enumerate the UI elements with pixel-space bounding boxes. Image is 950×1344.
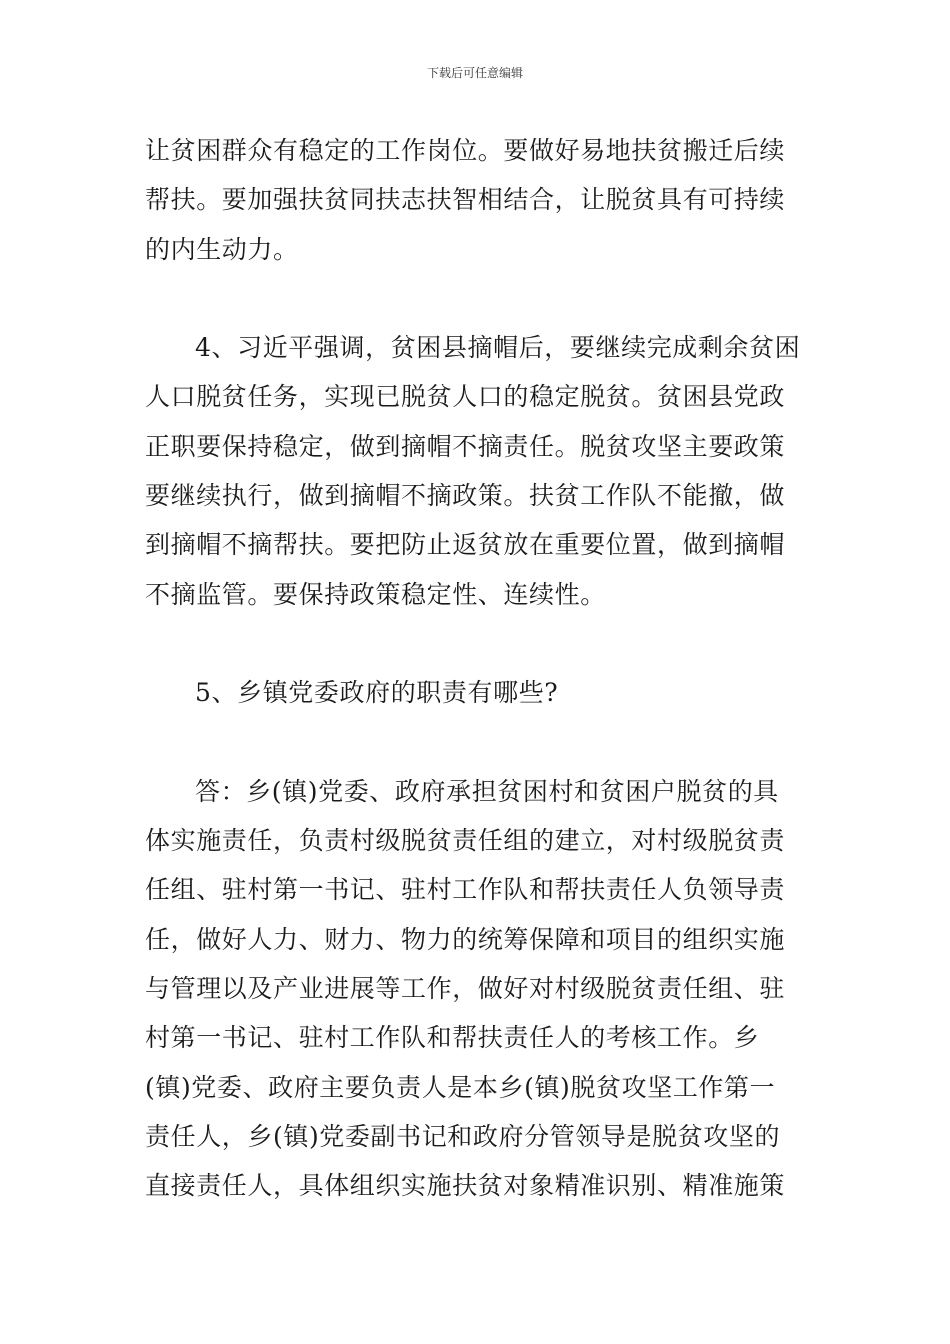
text-line: 与管理以及产业进展等工作，做好对村级脱贫责任组、驻 (145, 974, 786, 1004)
text-line: 责任人，乡(镇)党委副书记和政府分管领导是脱贫攻坚的 (145, 1121, 781, 1151)
text-line: 村第一书记、驻村工作队和帮扶责任人的考核工作。乡 (145, 1023, 760, 1053)
text-line: 让贫困群众有稳定的工作岗位。要做好易地扶贫搬迁后续 (145, 136, 786, 165)
text-line: (镇)党委、政府主要负责人是本乡(镇)脱贫攻坚工作第一 (145, 1072, 776, 1102)
text-line: 答：乡(镇)党委、政府承担贫困村和贫困户脱贫的具 (195, 776, 779, 806)
paragraph-item-4 (145, 323, 810, 619)
text-line: 要继续执行，做到摘帽不摘政策。扶贫工作队不能撤，做 (145, 481, 786, 511)
text-line: 5、乡镇党委政府的职责有哪些? (195, 678, 559, 708)
text-line: 直接责任人，具体组织实施扶贫对象精准识别、精准施策 (145, 1171, 786, 1201)
text-line: 任，做好人力、财力、物力的统筹保障和项目的组织实施 (145, 924, 786, 954)
text-line: 到摘帽不摘帮扶。要把防止返贫放在重要位置，做到摘帽 (145, 530, 786, 560)
paragraph-continuation (145, 126, 810, 274)
document-body (145, 126, 810, 1211)
answer-paragraph (145, 767, 810, 1211)
text-line: 4、习近平强调，贫困县摘帽后，要继续完成剩余贫困 (195, 333, 801, 363)
text-line: 正职要保持稳定，做到摘帽不摘责任。脱贫攻坚主要政策 (145, 431, 786, 461)
text-line: 体实施责任，负责村级脱贫责任组的建立，对村级脱贫责 (145, 826, 786, 856)
text-line: 的内生动力。 (145, 234, 299, 264)
text-line: 任组、驻村第一书记、驻村工作队和帮扶责任人负领导责 (145, 875, 786, 905)
text-line: 不摘监管。要保持政策稳定性、连续性。 (145, 579, 606, 609)
page-header: 下载后可任意编辑 (426, 66, 523, 80)
question-heading (145, 668, 810, 717)
text-line: 人口脱贫任务，实现已脱贫人口的稳定脱贫。贫困县党政 (145, 382, 786, 412)
text-line: 帮扶。要加强扶贫同扶志扶智相结合，让脱贫具有可持续 (145, 185, 786, 215)
